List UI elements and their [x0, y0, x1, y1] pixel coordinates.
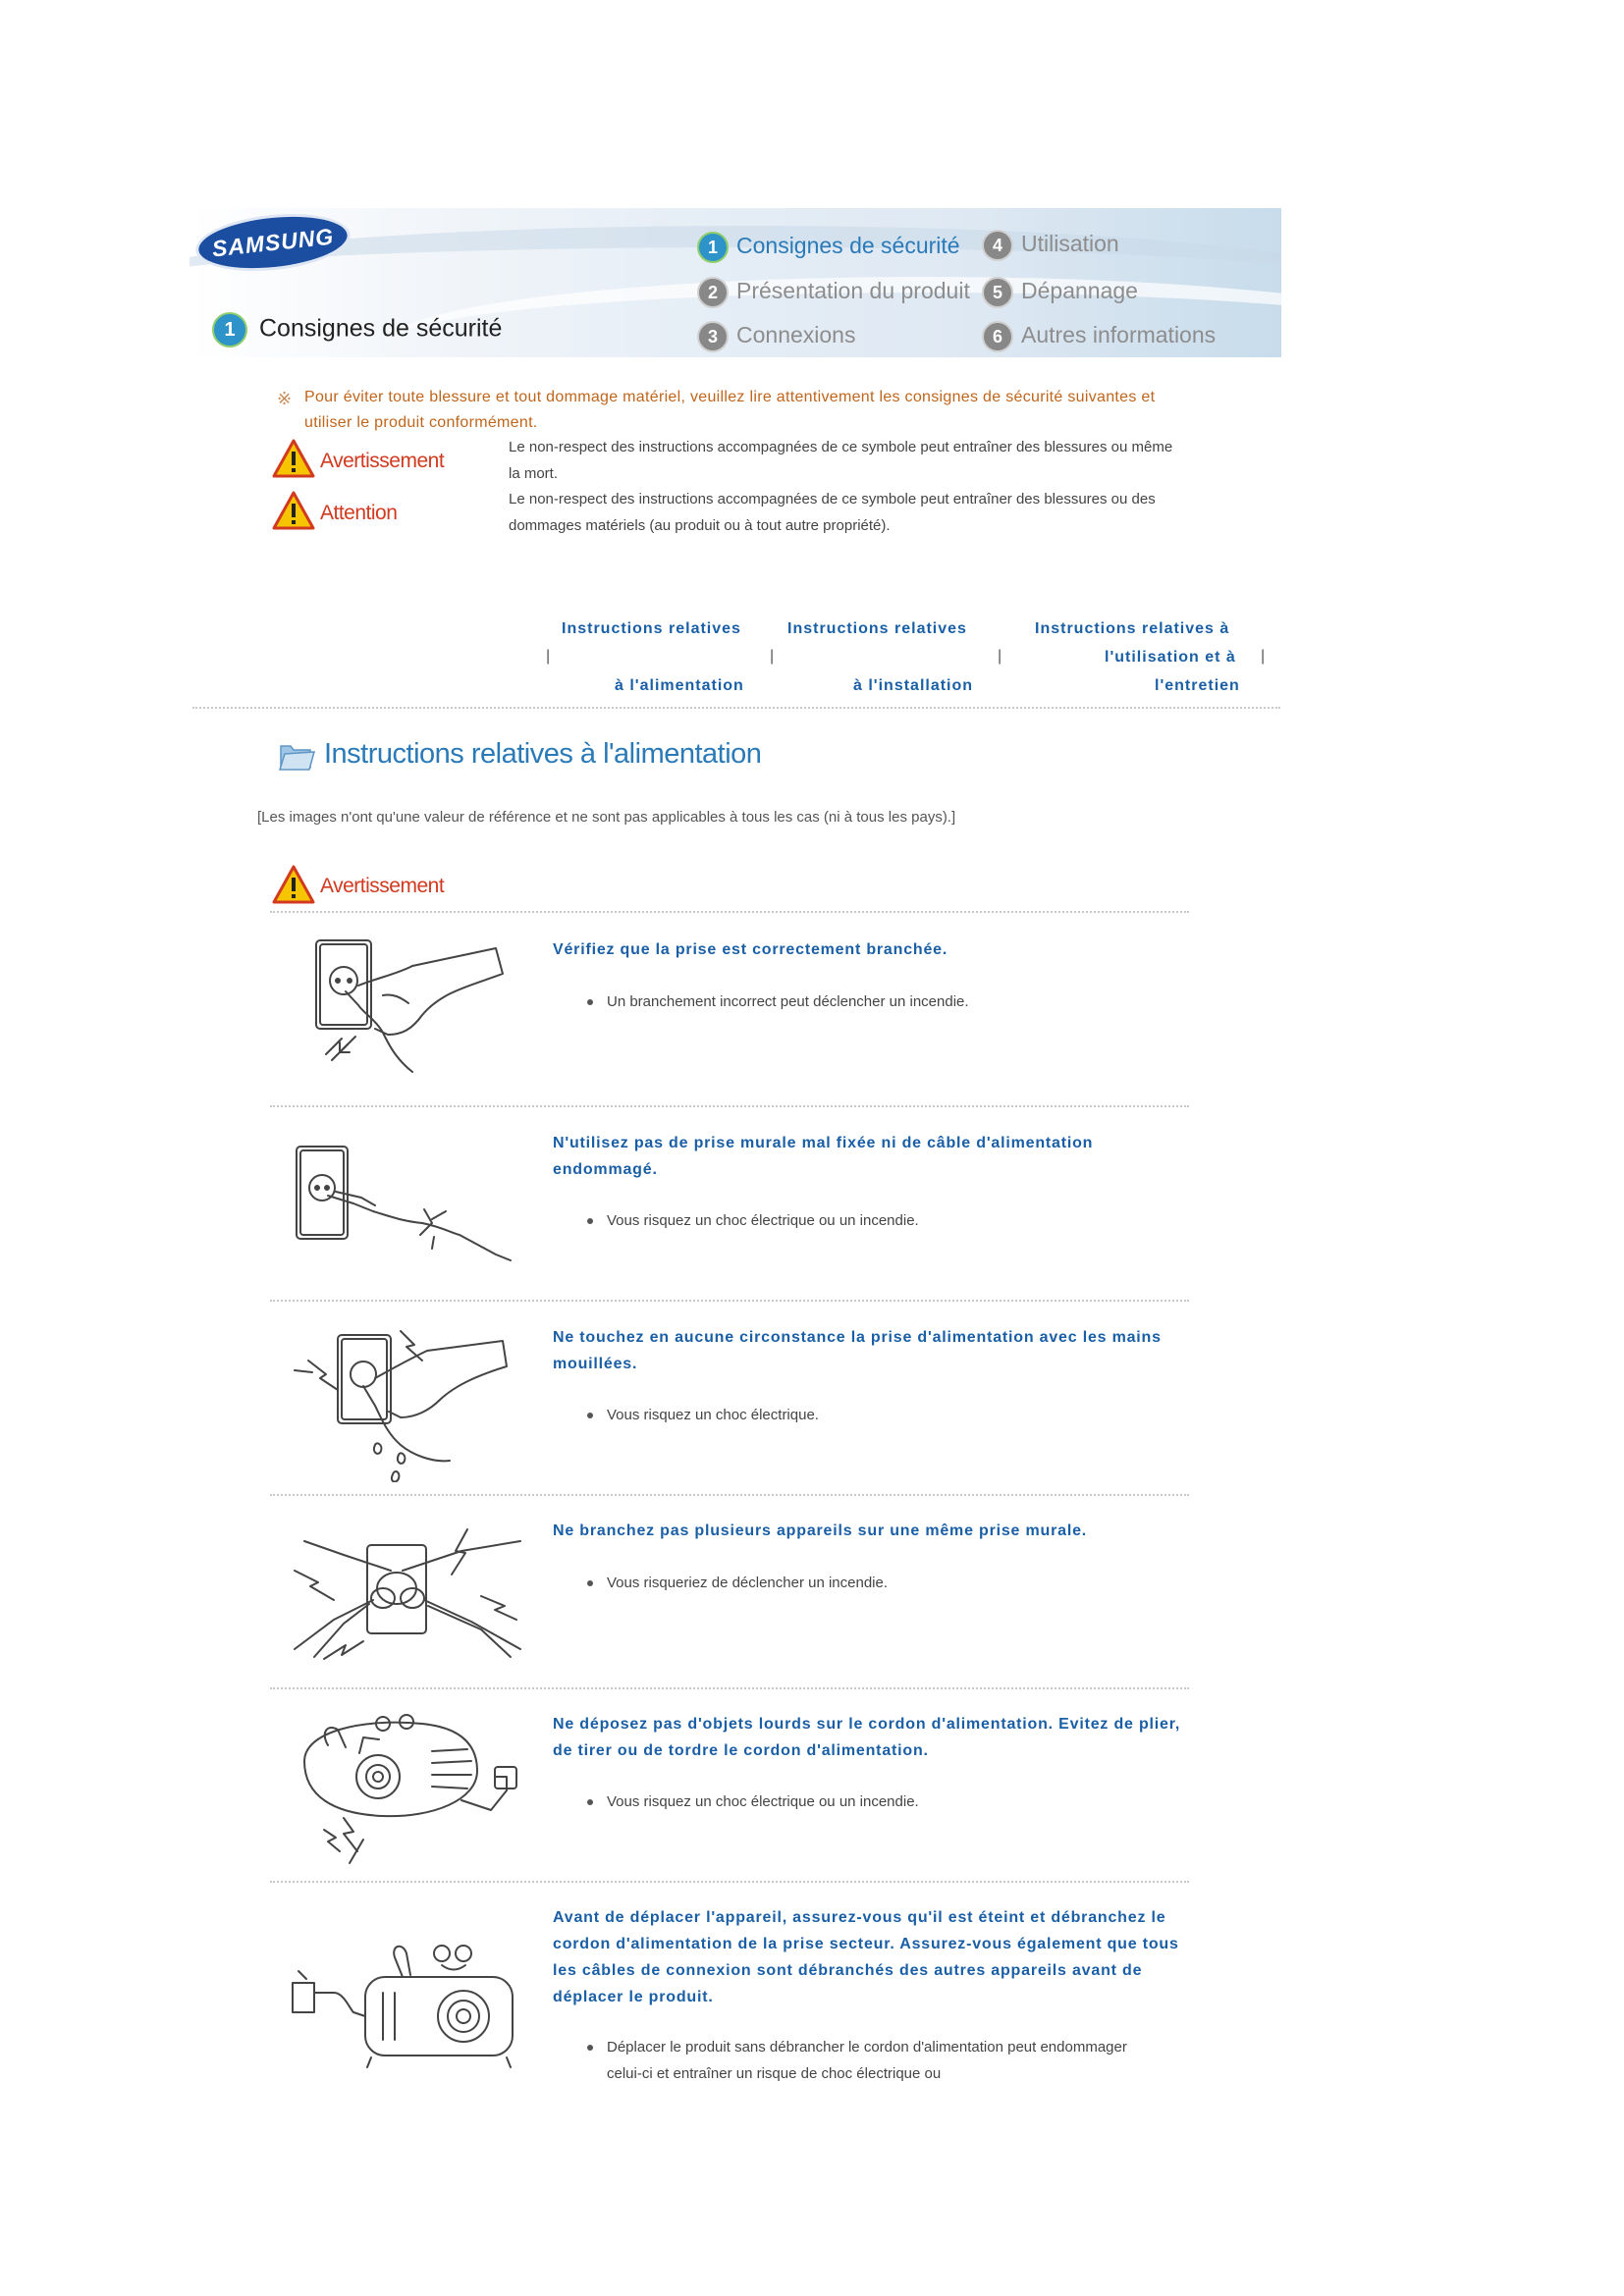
item-heading: Avant de déplacer l'appareil, assurez-vous qu'il est éteint et débranchez le cordon d'alimentation de la prise secteur. Assurez-vous également que tous les câbles de connexion sont débranchés des autres appareils avant de déplacer le produit. [553, 1909, 1179, 2005]
tab-separator: | [998, 648, 1002, 665]
number-5-icon: 5 [982, 277, 1013, 308]
bullet-icon [587, 1218, 593, 1224]
nav-item-other-info[interactable]: 6 Autres informations [982, 321, 1216, 352]
bullet-icon [587, 2045, 593, 2051]
move-projector-illustration [285, 1914, 530, 2081]
tab-power-line2[interactable]: à l'alimentation [615, 677, 744, 694]
bullet-icon [587, 1799, 593, 1805]
divider [270, 1687, 1189, 1689]
divider [192, 707, 1280, 709]
tab-installation-line2[interactable]: à l'installation [853, 677, 974, 694]
warning-triangle-icon [272, 439, 315, 478]
nav-item-troubleshooting[interactable]: 5 Dépannage [982, 277, 1138, 308]
folder-icon [277, 738, 316, 774]
tab-usage-line-mid[interactable]: l'utilisation et à [1105, 649, 1236, 666]
warning-label: Avertissement [320, 450, 445, 472]
item-heading: Ne branchez pas plusieurs appareils sur une même prise murale. [553, 1522, 1088, 1539]
bullet-icon [587, 1580, 593, 1586]
divider [270, 1881, 1189, 1883]
item-heading: Ne touchez en aucune circonstance la prise d'alimentation avec les mains mouillées. [553, 1329, 1162, 1372]
number-1-icon: 1 [212, 312, 247, 347]
divider [270, 1494, 1189, 1496]
number-6-icon: 6 [982, 321, 1013, 352]
divider [270, 1300, 1189, 1302]
divider [270, 911, 1189, 913]
tab-separator: | [770, 648, 775, 665]
tab-installation-line1[interactable]: Instructions relatives [787, 620, 967, 637]
overloaded-outlet-illustration [285, 1512, 530, 1679]
tab-separator: | [1261, 648, 1266, 665]
item-heading: Ne déposez pas d'objets lourds sur le cordon d'alimentation. Evitez de plier, de tirer ou de tordre le cordon d'alimentation. [553, 1716, 1181, 1759]
section-title: Instructions relatives à l'alimentation [324, 738, 762, 770]
section-warning-label: Avertissement [320, 875, 445, 897]
nav-item-usage[interactable]: 4 Utilisation [982, 230, 1119, 261]
projector-on-cord-illustration [285, 1702, 530, 1869]
damaged-cable-illustration [285, 1125, 530, 1292]
caution-label: Attention [320, 502, 398, 524]
bullet-icon [587, 1413, 593, 1418]
tab-power-line1[interactable]: Instructions relatives [562, 620, 741, 637]
caution-description: Le non-respect des instructions accompagnées de ce symbole peut entraîner des blessures ou des dommages matériels (au produit ou à tout autre propriété). [509, 491, 1156, 534]
page-title: 1 Consignes de sécurité [212, 312, 502, 347]
tab-usage-line2[interactable]: l'entretien [1155, 677, 1240, 694]
item-bullet: Déplacer le produit sans débrancher le cordon d'alimentation peut endommager celui-ci et entraîner un risque de choc électrique ou [589, 2034, 1139, 2087]
reference-mark-icon: ※ [277, 389, 293, 408]
plug-insert-illustration [285, 927, 530, 1094]
tab-separator: | [546, 648, 551, 665]
samsung-logo: SAMSUNG [196, 210, 350, 275]
wet-hands-illustration [285, 1315, 530, 1482]
nav-item-connections[interactable]: 3 Connexions [697, 321, 855, 352]
nav-item-safety[interactable]: 1 Consignes de sécurité [697, 232, 960, 263]
divider [270, 1105, 1189, 1107]
number-1-icon: 1 [697, 232, 729, 263]
intro-text: Pour éviter toute blessure et tout dommage matériel, veuillez lire attentivement les consignes de sécurité suivantes et utiliser le produit conformément. [304, 389, 1156, 431]
bullet-icon [587, 999, 593, 1005]
item-heading: Vérifiez que la prise est correctement branchée. [553, 941, 948, 958]
disclaimer: [Les images n'ont qu'une valeur de référence et ne sont pas applicables à tous les cas (ni à tous les pays).] [257, 809, 956, 826]
number-3-icon: 3 [697, 321, 729, 352]
nav-item-product-overview[interactable]: 2 Présentation du produit [697, 277, 970, 308]
warning-description: Le non-respect des instructions accompagnées de ce symbole peut entraîner des blessures ou même la mort. [509, 439, 1173, 482]
warning-triangle-icon [272, 865, 315, 904]
number-4-icon: 4 [982, 230, 1013, 261]
caution-triangle-icon [272, 491, 315, 530]
number-2-icon: 2 [697, 277, 729, 308]
item-heading: N'utilisez pas de prise murale mal fixée ni de câble d'alimentation endommagé. [553, 1135, 1094, 1178]
tab-usage-line1[interactable]: Instructions relatives à [1035, 620, 1230, 637]
